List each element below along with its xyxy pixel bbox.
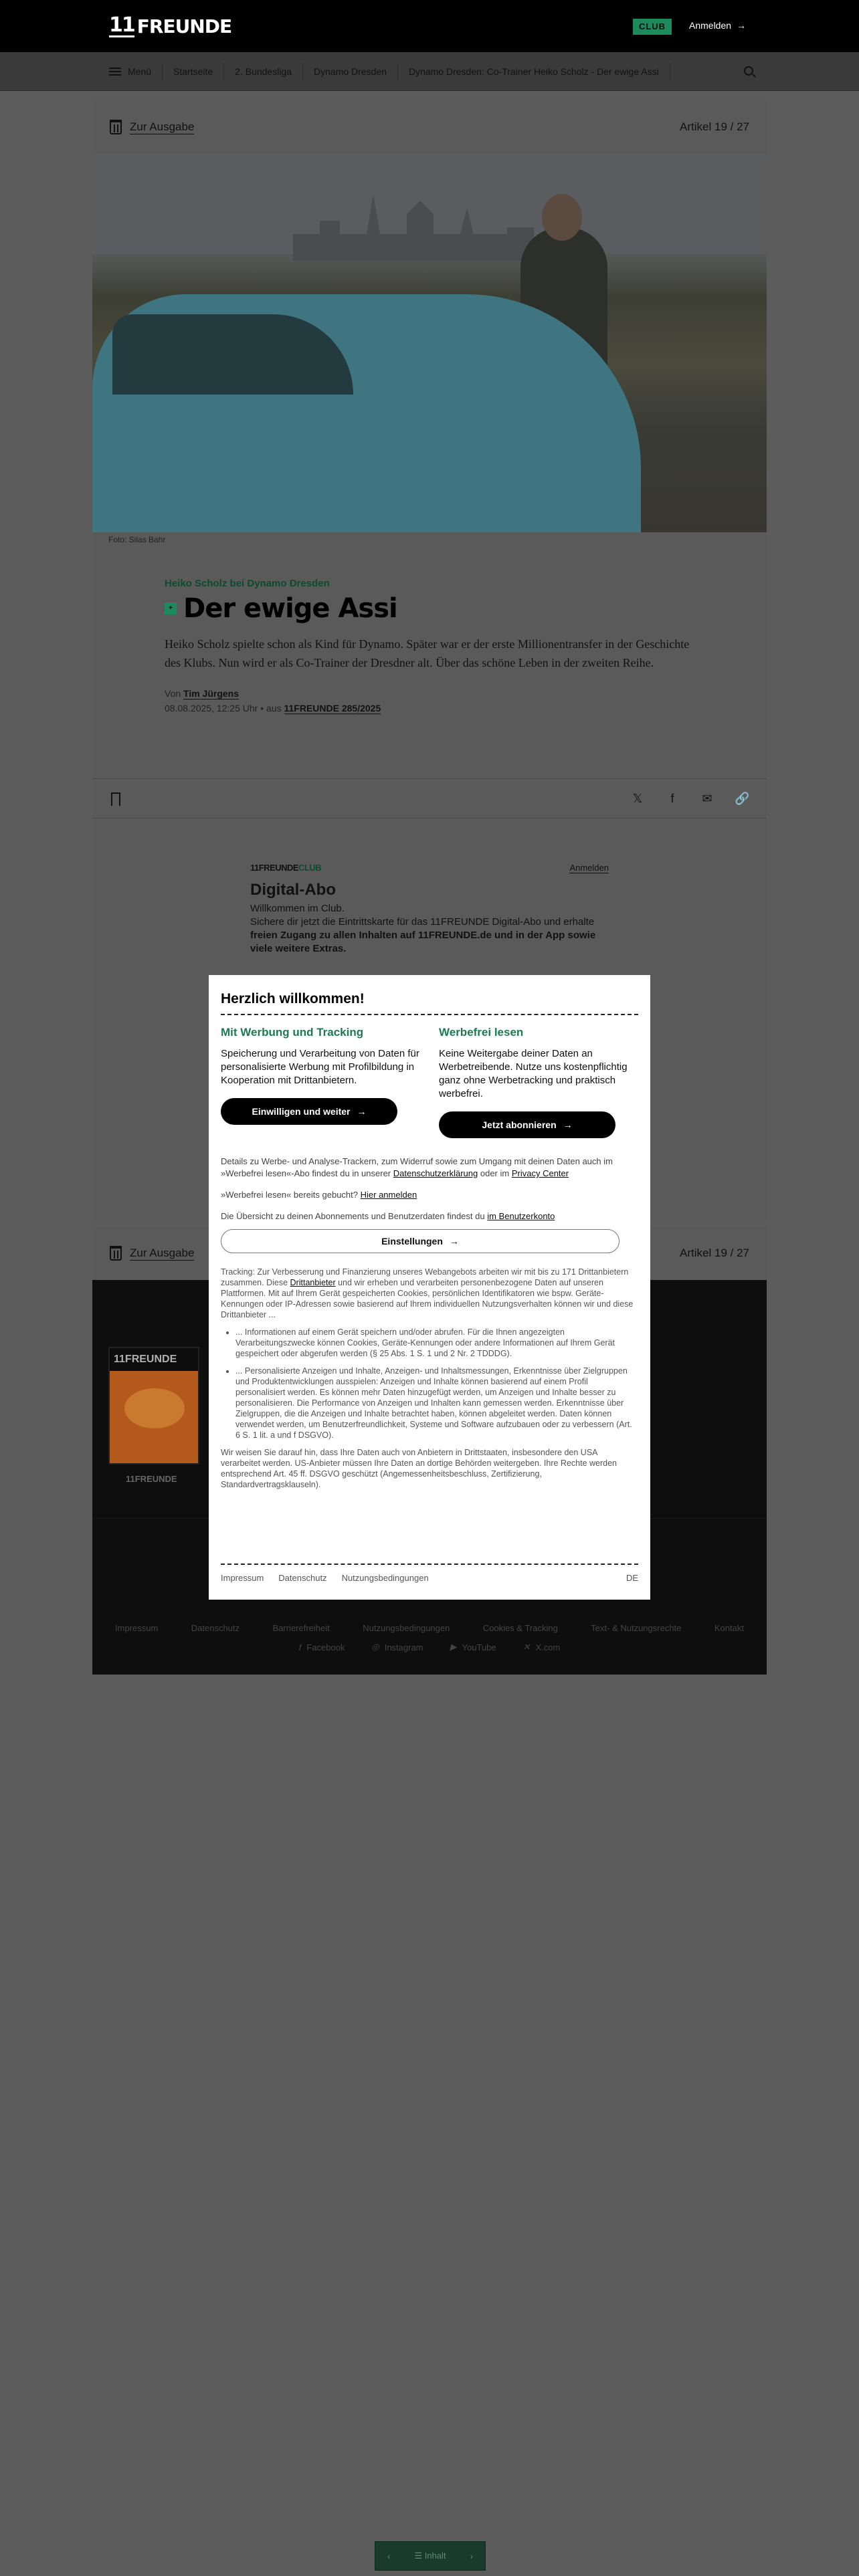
consent-footer-nutzungsbedingungen[interactable]: Nutzungsbedingungen	[341, 1572, 429, 1583]
tracking-intro-a: Tracking: Zur Verbesserung und Finanzierung unseres Webangebots arbeiten wir mit bis zu 171 Drittanbietern zusammen. Diese	[221, 1267, 629, 1287]
share-row	[92, 778, 767, 819]
account-overview	[221, 1210, 638, 1222]
vendors-link[interactable]: Drittanbieter	[290, 1278, 336, 1287]
subscribe-button-label: Jetzt abonnieren	[482, 1119, 557, 1130]
issue-bar	[92, 100, 767, 154]
arrow-right-icon: →	[563, 1119, 573, 1130]
instagram-icon: ◎	[371, 1642, 379, 1652]
top-navigation-bar	[0, 0, 859, 52]
breadcrumb-item-dynamo[interactable]: Dynamo Dresden	[303, 63, 398, 80]
logo-mark: 11	[109, 13, 134, 37]
menu-button[interactable]	[92, 63, 163, 80]
purpose-storage: • ... Informationen auf einem Gerät speichern und/oder abrufen. Für die Ihnen angezeigten Verarbeitungszwecke können Cookies, Geräte-Kennungen oder andere Informationen auf Ihrem Gerät gespeichert oder abgerufen werden (§ 25 Abs. 1 S. 1 und 2 Nr. 2 TDDDG).	[235, 1327, 638, 1359]
plus-badge: +	[165, 603, 177, 615]
club-logo-club: CLUB	[298, 863, 322, 873]
x-share-icon[interactable]: 𝕏	[632, 792, 643, 805]
social-x-label: X.com	[535, 1642, 561, 1652]
purpose-personalization: • ... Personalisierte Anzeigen und Inhalte, Anzeigen- und Inhaltsmessungen, Erkenntnisse über Zielgruppen und Produktentwicklungen ausspielen: Anzeigen und Inhalte können basierend auf einem Profil personalisiert werden. Es können mehr Daten hinzugefügt werden, um Anzeigen und Inhalte besser zu personalisieren. Die Performance von Anzeigen und Inhalten kann gemessen werden. Erkenntnisse über Zielgruppen, die die Anzeigen und Inhalte betrachtet haben, können abgeleitet werden. Daten können verwendet werden, um Benutzerfreundlichkeit, Systeme und Software aufzubauen oder zu verbessern (Art. 6 S. 1 lit. a und f DSGVO).	[235, 1366, 638, 1440]
club-title: Digital-Abo	[250, 881, 336, 899]
facebook-icon: f	[298, 1642, 302, 1652]
footer-link-rechte[interactable]: Text- & Nutzungsrechte	[591, 1623, 682, 1633]
article-teaser: Heiko Scholz spielte schon als Kind für Dynamo. Später war er der erste Millionentransfer in der Geschichte des Klubs. Nun wird er als Co-Trainer der Dresdner alt. Über das schöne Leben in der zweiten Reihe.	[165, 637, 690, 669]
already-subscribed-text: »Werbefrei lesen« bereits gebucht?	[221, 1190, 358, 1200]
publish-date: 08.08.2025, 12:25 Uhr	[165, 703, 258, 714]
magazine-cover[interactable]	[108, 1347, 199, 1465]
accept-button-label: Einwilligen und weiter	[252, 1106, 351, 1117]
club-text-bold: freien Zugang zu allen Inhalten auf 11FREUNDE.de und in der App sowie viele weitere Extras.	[250, 930, 596, 954]
subscribe-button[interactable]	[439, 1111, 615, 1138]
article-headline	[165, 593, 694, 624]
consent-footer	[221, 1564, 638, 1590]
author-link[interactable]: Tim Jürgens	[183, 688, 240, 699]
accept-button[interactable]	[221, 1098, 397, 1125]
article-kicker: Heiko Scholz bei Dynamo Dresden	[165, 578, 330, 589]
article-counter: Artikel 19 / 27	[680, 1247, 749, 1259]
already-subscribed	[221, 1189, 638, 1201]
arrow-right-icon: →	[737, 20, 747, 31]
club-text-plain: Sichere dir jetzt die Eintrittskarte für das 11FREUNDE Digital-Abo und erhalte	[250, 916, 595, 928]
site-logo[interactable]	[109, 15, 231, 37]
table-of-contents-bar	[375, 2541, 486, 2571]
club-login-link[interactable]: Anmelden	[569, 863, 609, 873]
x-icon: ✕	[522, 1642, 531, 1652]
breadcrumb-bar	[0, 52, 859, 91]
contents-button[interactable]: ☰ Inhalt	[414, 2551, 446, 2561]
consent-option-tracking	[221, 1026, 420, 1138]
breadcrumb-item-startseite[interactable]: Startseite	[163, 63, 224, 80]
breadcrumb-item-current: Dynamo Dresden: Co-Trainer Heiko Scholz - Der ewige Assi	[398, 63, 670, 80]
bookmark-icon[interactable]	[111, 792, 120, 806]
chevron-left-icon[interactable]: ‹	[387, 2551, 391, 2561]
consent-footer-datenschutz[interactable]: Datenschutz	[278, 1572, 327, 1583]
logo-wordmark: FREUNDE	[136, 15, 232, 37]
issue-link-bottom[interactable]	[110, 1246, 194, 1261]
magazine-cover-head: 11FREUNDE	[110, 1348, 198, 1371]
footer-link-datenschutz[interactable]: Datenschutz	[191, 1623, 240, 1633]
menu-label: Menü	[128, 66, 152, 77]
privacy-policy-link[interactable]: Datenschutzerklärung	[393, 1168, 478, 1178]
option-tracking-text: Speicherung und Verarbeitung von Daten für personalisierte Werbung mit Profilbildung in Kooperation mit Drittanbietern.	[221, 1048, 419, 1086]
consent-dialog	[209, 975, 650, 1600]
search-icon[interactable]	[744, 66, 753, 76]
byline-prefix: Von	[165, 688, 181, 699]
consent-title: Herzlich willkommen!	[221, 991, 365, 1006]
arrow-right-icon: →	[449, 1236, 459, 1247]
footer-link-kontakt[interactable]: Kontakt	[714, 1623, 744, 1633]
magazine-cover-art	[124, 1388, 185, 1428]
breadcrumb-item-bundesliga[interactable]: 2. Bundesliga	[224, 63, 303, 80]
option-adfree-text: Keine Weitergabe deiner Daten an Werbetreibende. Nutze uns kostenpflichtig ganz ohne Werbetracking und praktisch werbefrei.	[439, 1048, 628, 1099]
option-adfree-heading: Werbefrei lesen	[439, 1026, 524, 1039]
facebook-share-icon[interactable]: f	[670, 792, 674, 805]
hero-skyline	[293, 181, 534, 261]
social-youtube-label: YouTube	[462, 1642, 496, 1652]
club-logo	[250, 863, 609, 873]
club-badge[interactable]: CLUB	[633, 19, 672, 35]
magazine-label: 11FREUNDE	[126, 1474, 177, 1484]
third-country-notice: Wir weisen Sie darauf hin, dass Ihre Daten auch von Anbietern in Drittstaaten, insbesondere den USA verarbeitet werden. US-Anbieter müssen Ihre Daten an dortige Behörden weitergeben. Ihre Rechte werden entsprechend Art. 45 ff. DSGVO geschützt (Angemessenheitsbeschluss, Zertifizierung, Standardvertragsklauseln).	[221, 1448, 617, 1489]
chevron-right-icon[interactable]: ›	[470, 2551, 473, 2561]
share-icons	[630, 791, 749, 806]
footer-links	[115, 1623, 744, 1633]
footer-link-nutzungsbedingungen[interactable]: Nutzungsbedingungen	[363, 1623, 450, 1633]
youtube-icon: ▶	[450, 1642, 457, 1652]
social-instagram-label: Instagram	[384, 1642, 423, 1652]
consent-details	[221, 1156, 638, 1180]
consent-options	[221, 1026, 638, 1138]
magazine-icon	[110, 120, 122, 134]
details-text: Details zu Werbe- und Analyse-Trackern, zum Widerruf sowie zum Umgang mit deinen Daten auch im »Werbefrei lesen«-Abo findest du in unserer	[221, 1156, 613, 1178]
account-link[interactable]: im Benutzerkonto	[487, 1211, 555, 1221]
footer-link-impressum[interactable]: Impressum	[115, 1623, 159, 1633]
login-here-link[interactable]: Hier anmelden	[360, 1190, 417, 1200]
privacy-center-link[interactable]: Privacy Center	[511, 1168, 569, 1178]
social-links	[92, 1642, 767, 1652]
mail-share-icon[interactable]: ✉	[702, 792, 712, 805]
issue-link-label: Zur Ausgabe	[130, 1246, 195, 1259]
hero-person-head	[542, 194, 582, 241]
account-overview-text: Die Übersicht zu deinen Abonnements und Benutzerdaten findest du	[221, 1211, 485, 1221]
divider	[221, 1014, 638, 1015]
consent-option-adfree	[439, 1026, 638, 1138]
tracking-purposes	[221, 1327, 638, 1440]
social-instagram[interactable]	[371, 1642, 423, 1652]
tracking-info	[221, 1267, 638, 1440]
arrow-right-icon: →	[357, 1106, 367, 1117]
club-logo-main: 11FREUNDE	[250, 863, 299, 873]
hero-image	[92, 154, 767, 532]
social-facebook[interactable]	[299, 1642, 345, 1652]
social-youtube[interactable]	[450, 1642, 496, 1652]
breadcrumb	[92, 52, 768, 91]
issue-link[interactable]	[110, 120, 194, 134]
article-title: Der ewige Assi	[183, 593, 397, 624]
language-selector[interactable]: DE	[626, 1572, 638, 1583]
settings-button-label: Einstellungen	[381, 1236, 443, 1247]
club-welcome: Willkommen im Club.	[250, 903, 345, 914]
article-body	[165, 578, 694, 714]
magazine-icon	[110, 1246, 122, 1261]
issue-reference-link[interactable]: 11FREUNDE 285/2025	[284, 703, 381, 714]
details-or: oder im	[480, 1168, 510, 1178]
social-facebook-label: Facebook	[306, 1642, 345, 1652]
club-description	[250, 902, 609, 956]
byline	[165, 688, 694, 699]
social-x[interactable]	[523, 1642, 561, 1652]
club-paywall	[250, 863, 609, 956]
article-counter: Artikel 19 / 27	[680, 120, 749, 133]
hamburger-icon	[109, 68, 121, 76]
issue-link-label: Zur Ausgabe	[130, 120, 195, 133]
article-meta: 08.08.2025, 12:25 Uhr • aus 11FREUNDE 285/2025	[165, 703, 381, 714]
settings-button[interactable]	[221, 1229, 619, 1253]
photo-credit: Foto: Silas Bahr	[108, 535, 166, 544]
consent-footer-impressum[interactable]: Impressum	[221, 1572, 264, 1583]
issue-prefix: aus	[266, 703, 282, 714]
footer-link-cookies[interactable]: Cookies & Tracking	[482, 1623, 558, 1633]
login-link[interactable]	[689, 20, 746, 31]
link-share-icon[interactable]: 🔗	[735, 792, 750, 805]
option-tracking-heading: Mit Werbung und Tracking	[221, 1026, 364, 1039]
tracking-intro-b: und wir erheben und verarbeiten personenbezogene Daten auf unseren Plattformen. Mit auf Ihrem Gerät gespeicherten Cookies, persönlichen Identifikatoren wie bspw. Geräte-Kennungen oder IP-Adressen sowie basierend auf Ihrem individuellen Nutzungsverhalten können wir und diese Drittanbieter ...	[221, 1278, 634, 1319]
footer-link-barrierefreiheit[interactable]: Barrierefreiheit	[272, 1623, 330, 1633]
login-label: Anmelden	[689, 20, 732, 31]
